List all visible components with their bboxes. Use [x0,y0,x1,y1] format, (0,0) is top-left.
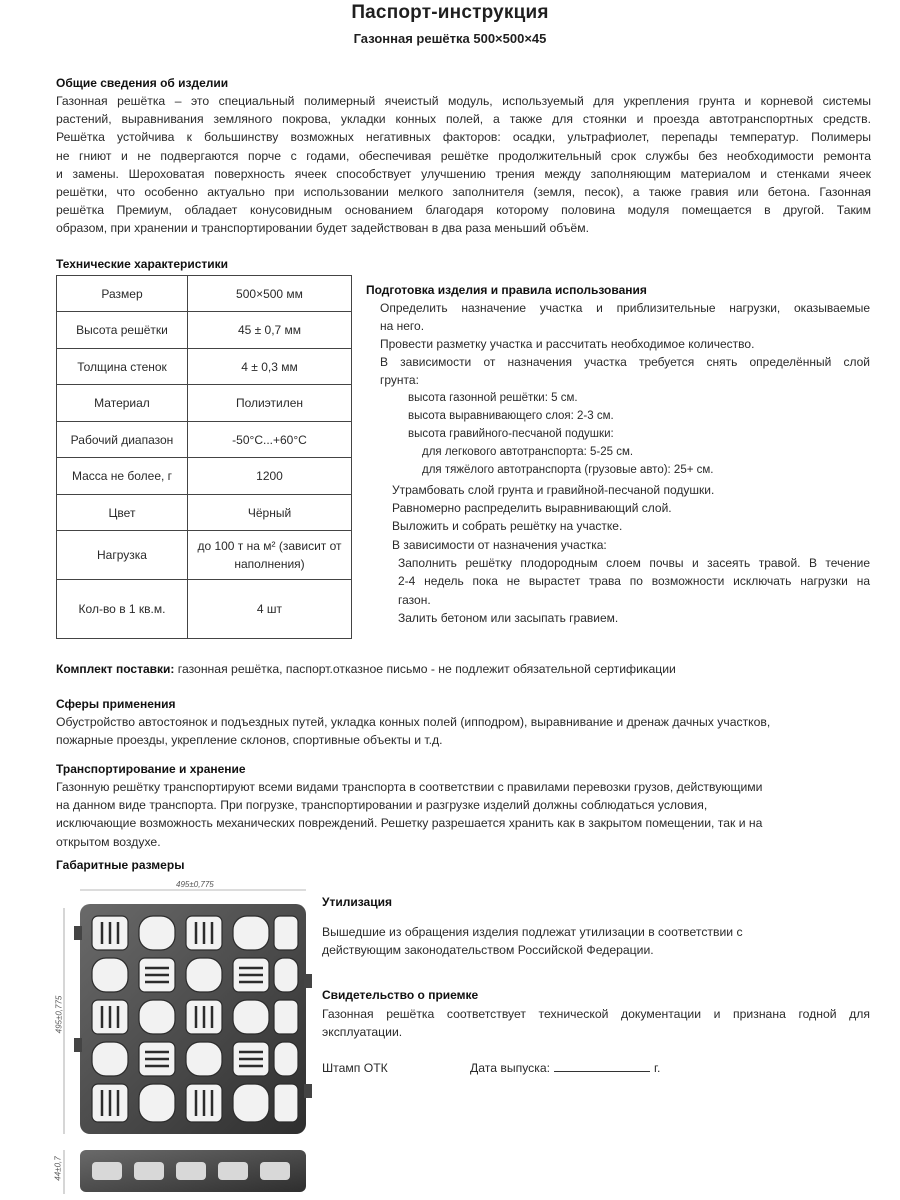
prep-line: высота газонной решётки: 5 см. [408,392,578,404]
grid-top-view [74,904,312,1134]
kit-label: Комплект поставки: [56,662,175,676]
prep-line: высота гравийного-песчаной подушки: [408,428,614,440]
year-suffix: г. [654,1061,661,1075]
kit-line [56,660,676,678]
general-line: и замены. Шероховатая поверхность ячеек способствует улучшению трения между заполняющим материалом и стенками ячеек [56,166,871,181]
spec-value: -50°С...+60°С [188,422,352,458]
prep-line: Провести разметку участка и рассчитать необходимое количество. [380,337,755,351]
spec-value: 1200 [188,458,352,495]
transport-line: Газонную решётку транспортируют всеми видами транспорта в соответствии с правилами перевозки грузов, действующими [56,780,763,794]
transport-heading: Транспортирование и хранение [56,762,246,776]
width-dimension-label: 495±0,775 [176,880,214,889]
spec-name: Размер [57,276,188,312]
prep-line: Утрамбовать слой грунта и гравийной-песчаной подушки. [392,483,715,497]
general-heading: Общие сведения об изделии [56,76,229,90]
preparation-heading: Подготовка изделия и правила использования [366,283,647,297]
applications-heading: Сферы применения [56,697,176,711]
prep-line: Выложить и собрать решётку на участке. [392,519,623,533]
transport-line: исключающие возможность механических повреждений. Решетку разрешается хранить как в закрытом помещении, так и на [56,816,763,831]
acceptance-line: Газонная решётка соответствует технической документации и признана годной для [322,1007,870,1021]
spec-name: Материал [57,385,188,422]
prep-line: В зависимости от назначения участка требуется снять определённый слой [380,355,870,369]
disposal-line: действующим законодательством Российской Федерации. [322,943,654,958]
stamp-label: Штамп ОТК [322,1061,388,1075]
spec-name: Масса не более, г [57,458,188,495]
dimensions-heading: Габаритные размеры [56,858,185,872]
prep-line: Залить бетоном или засыпать гравием. [398,611,619,625]
general-line: решётка Премиум, обладает конусовидным основанием благодаря которому половина модуля помещается в другой. Таким [56,203,871,218]
prep-line: высота выравнивающего слоя: 2-3 см. [408,410,614,422]
prep-line: для легкового автотранспорта: 5-25 см. [422,446,634,458]
kit-text: газонная решётка, паспорт.отказное письмо - не подлежит обязательной сертификации [177,662,676,676]
release-date [470,1059,660,1077]
applications-line: пожарные проезды, укрепление склонов, спортивные объекты и т.д. [56,733,443,748]
general-line: растений, выравнивания земляного покрова, укладки конных полей, а также для стоянки и проезда автотранспортных средств. [56,112,871,127]
spec-value: 4 ± 0,3 мм [188,349,352,385]
spec-name: Цвет [57,495,188,531]
spec-value: Чёрный [188,495,352,531]
prep-line: для тяжёлого автотранспорта (грузовые авто): 25+ см. [422,464,714,476]
page-subtitle: Газонная решётка 500×500×45 [353,31,547,46]
spec-name: Нагрузка [57,531,188,580]
applications-text [56,713,856,749]
spec-value: до 100 т на м² (зависит от наполнения) [188,531,352,580]
specs-heading: Технические характеристики [56,257,229,271]
prep-line: газон. [398,593,431,607]
spec-value: Полиэтилен [188,385,352,422]
general-line: не гниют и не подвергаются порче с годами, обеспечивая решётке продолжительный срок службы без необходимости ремонта [56,148,871,163]
spec-name: Высота решётки [57,312,188,349]
release-date-field[interactable] [554,1060,650,1072]
general-line: Газонная решётка – это специальный полимерный ячеистый модуль, используемый для укрепления грунта и корневой системы [56,94,871,108]
transport-line: открытом воздухе. [56,834,161,849]
transport-text [56,778,856,851]
prep-line: 2-4 недель пока не вырастет трава по возможности исключать нагрузки на [398,574,870,588]
prep-line: Равномерно распределить выравнивающий слой. [392,501,672,515]
spec-value: 500×500 мм [188,276,352,312]
general-line: образом, при хранении и транспортировании будет задействован в два раза меньший объём. [56,221,589,236]
disposal-heading: Утилизация [322,895,392,909]
general-line: Решётка устойчива к большинству возможных негативных факторов: осадки, ультрафиолет, перепады температур. Полимеры [56,130,871,145]
spec-name: Толщина стенок [57,349,188,385]
grid-drawing [62,878,324,1200]
spec-value: 4 шт [188,580,352,639]
prep-line: В зависимости от назначения участка: [392,538,607,552]
disposal-line: Вышедшие из обращения изделия подлежат утилизации в соответствии с [322,925,743,939]
acceptance-line: эксплуатации. [322,1025,403,1040]
thickness-dimension-label: 44±0,7 [53,1156,63,1181]
spec-name: Кол-во в 1 кв.м. [57,580,188,639]
spec-value: 45 ± 0,7 мм [188,312,352,349]
page-title: Паспорт-инструкция [351,2,549,23]
acceptance-heading: Свидетельство о приемке [322,988,479,1002]
prep-line: грунта: [380,373,419,387]
disposal-text [322,923,870,959]
transport-line: на данном виде транспорта. При погрузке, транспортировании и разгрузке изделий должны соблюдаться условия, [56,798,708,813]
release-date-label: Дата выпуска: [470,1061,551,1075]
height-dimension-label: 495±0,775 [54,995,64,1034]
applications-line: Обустройство автостоянок и подъездных путей, укладка конных полей (ипподром), выравнивание и дренаж дачных участков, [56,715,771,729]
prep-line: Определить назначение участка и приблизительные нагрузки, оказываемые [380,301,870,315]
prep-line: Заполнить решётку плодородным слоем почвы и засеять травой. В течение [398,556,870,570]
general-line: решётки, что особенно актуально при использовании мелкого заполнителя (земля, песок), а также гравия или бетона. Газонная [56,185,871,200]
spec-name: Рабочий диапазон [57,422,188,458]
acceptance-text [322,1005,870,1041]
grid-side-view [80,1150,306,1192]
prep-line: на него. [380,319,425,333]
